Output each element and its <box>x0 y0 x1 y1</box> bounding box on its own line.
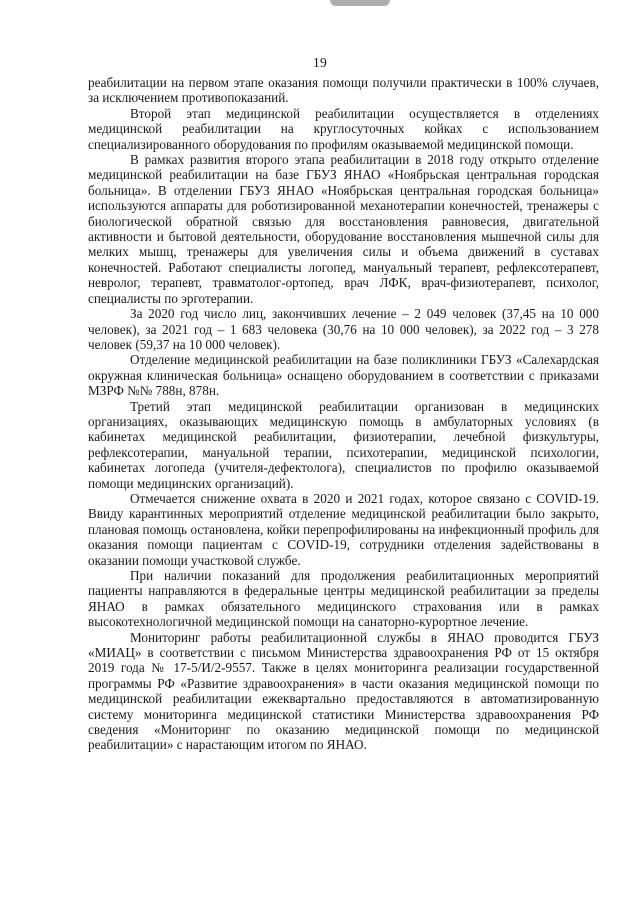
paragraph-continuation: реабилитации на первом этапе оказания помощи получили практически в 100% случаев, за исключением противопоказаний. <box>88 75 599 106</box>
scan-artifact <box>330 0 390 6</box>
document-body <box>88 75 599 753</box>
paragraph-salekhard-department: Отделение медицинской реабилитации на базе поликлиники ГБУЗ «Салехардская окружная клиническая больница» оснащено оборудованием в соответствии с приказами МЗРФ №№ 788н, 878н. <box>88 352 599 399</box>
paragraph-noyabrsk-department: В рамках развития второго этапа реабилитации в 2018 году открыто отделение медицинской реабилитации на базе ГБУЗ ЯНАО «Ноябрьская центральная городская больница». В отделении ГБУЗ ЯНАО «Ноябрьская центральная городская больница» используются аппараты для роботизированной механотерапии конечностей, тренажеры с биологической обратной связью для восстановления равновесия, двигательной активности и бытовой деятельности, оборудование восстановления мышечной силы для мелких мышц, тренажеры для увеличения силы и объема движений в суставах конечностей. Работают специалисты логопед, мануальный терапевт, рефлексотерапевт, невролог, терапевт, травматолог-ортопед, врач ЛФК, врач-физиотерапевт, психолог, специалисты по эрготерапии. <box>88 152 599 306</box>
paragraph-treated-statistics: За 2020 год число лиц, закончивших лечение – 2 049 человек (37,45 на 10 000 человек), за 2021 год – 1 683 человека (30,76 на 10 000 человек), за 2022 год – 3 278 человек (59,37 на 10 000 человек). <box>88 306 599 352</box>
paragraph-covid-decline: Отмечается снижение охвата в 2020 и 2021 годах, которое связано с COVID-19. Ввиду карантинных мероприятий отделение медицинской реабилитации было закрыто, плановая помощь остановлена, койки перепрофилированы на инфекционный профиль для оказания помощи пациентам с COVID-19, сотрудники отделения задействованы в оказании помощи участковой службе. <box>88 490 599 568</box>
paragraph-monitoring: Мониторинг работы реабилитационной службы в ЯНАО проводится ГБУЗ «МИАЦ» в соответствии с письмом Министерства здравоохранения РФ от 15 октября 2019 года № 17-5/И/2-9557. Также в целях мониторинга реализации государственной программы РФ «Развитие здравоохранения» в части оказания медицинской помощи по медицинской реабилитации ежеквартально предоставляются в автоматизированную систему мониторинга медицинской статистики Министерства здравоохранения РФ сведения «Мониторинг по оказанию медицинской помощи по медицинской реабилитации» с нарастающим итогом по ЯНАО. <box>88 629 599 753</box>
paragraph-third-stage: Третий этап медицинской реабилитации организован в медицинских организациях, оказывающих медицинскую помощь в амбулаторных условиях (в кабинетах медицинской реабилитации, физиотерапии, лечебной физкультуры, рефлексотерапии, мануальной терапии, психотерапии, медицинской психологии, кабинетах логопеда (учителя-дефектолога), специалистов по профилю оказываемой помощи медицинских организаций). <box>88 398 599 491</box>
page-number: 19 <box>312 55 328 70</box>
paragraph-federal-centers: При наличии показаний для продолжения реабилитационных мероприятий пациенты направляются в федеральные центры медицинской реабилитации за пределы ЯНАО в рамках обязательного медицинского страхования или в рамках высокотехнологичной медицинской помощи на санаторно-курортное лечение. <box>88 568 599 630</box>
paragraph-second-stage: Второй этап медицинской реабилитации осуществляется в отделениях медицинской реабилитации на круглосуточных койках с использованием специализированного оборудования по профилям оказываемой медицинской помощи. <box>88 105 599 152</box>
